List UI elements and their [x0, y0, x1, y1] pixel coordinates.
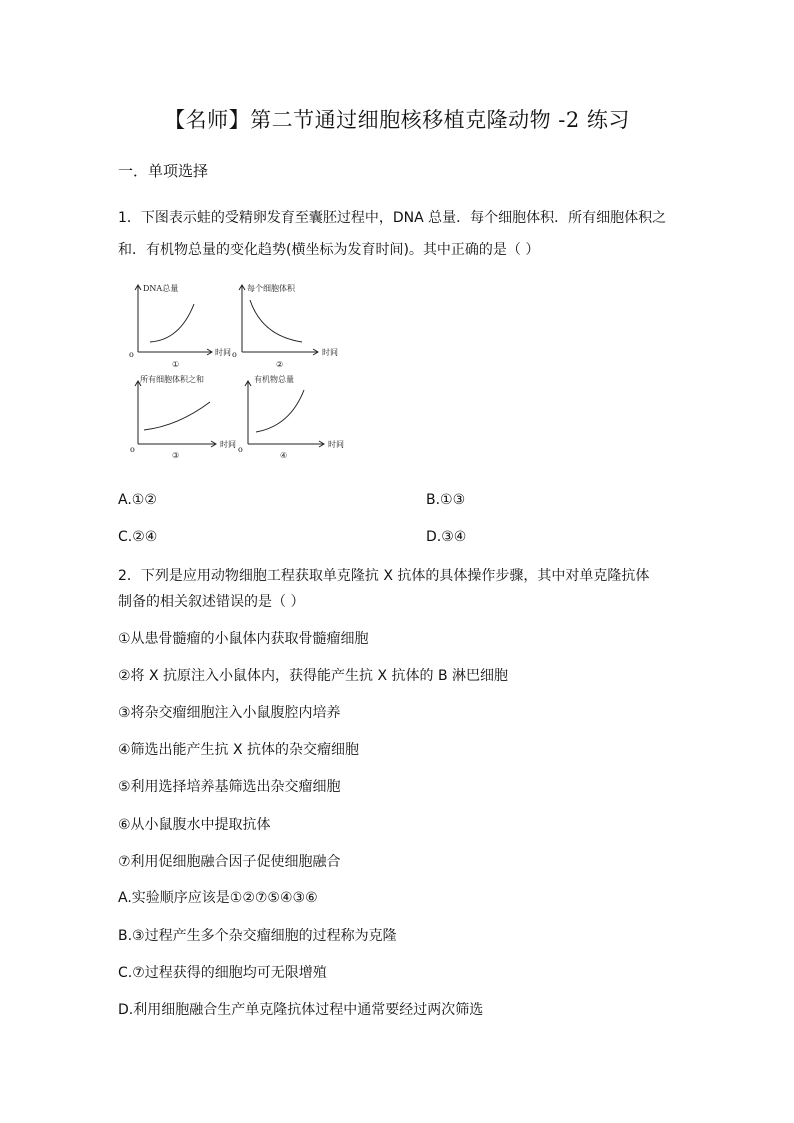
graph-2 [232, 283, 338, 369]
question-2-step-7: ⑦利用促细胞融合因子促使细胞融合 [118, 854, 341, 870]
question-2-option-d[interactable]: D.利用细胞融合生产单克隆抗体过程中通常要经过两次筛选 [118, 1002, 484, 1018]
graph-4-curve [256, 390, 304, 432]
question-1-option-a[interactable]: A.①② [118, 492, 157, 508]
question-2-line-1: 2．下列是应用动物细胞工程获取单克隆抗 X 抗体的具体操作步骤，其中对单克隆抗体 [118, 568, 650, 584]
graph-1-number: ① [172, 360, 180, 369]
graph-1-origin: o [129, 350, 134, 359]
graph-1-curve [150, 304, 194, 342]
graph-2-origin: o [232, 350, 237, 359]
graph-1-ylabel: DNA总量 [143, 284, 179, 293]
graph-3-ylabel: 所有细胞体积之和 [140, 375, 204, 384]
question-2-option-a[interactable]: A.实验顺序应该是①②⑦⑤④③⑥ [118, 890, 318, 906]
graph-3-origin: o [130, 445, 135, 454]
graph-3-number: ③ [172, 451, 180, 460]
question-2-option-c[interactable]: C.⑦过程获得的细胞均可无限增殖 [118, 965, 327, 981]
graph-1 [129, 283, 231, 369]
question-2-step-1: ①从患骨髓瘤的小鼠体内获取骨髓瘤细胞 [118, 631, 369, 647]
graph-3-xlabel: 时间 [220, 440, 236, 449]
graph-2-ylabel: 每个细胞体积 [247, 284, 295, 293]
graph-2-xlabel: 时间 [322, 348, 338, 357]
question-2-step-6: ⑥从小鼠腹水中提取抗体 [118, 817, 271, 833]
question-1-stem [118, 205, 678, 263]
question-1-line-2: 和．有机物总量的变化趋势(横坐标为发育时间)。其中正确的是（ ） [118, 242, 540, 258]
question-2-option-b[interactable]: B.③过程产生多个杂交瘤细胞的过程称为克隆 [118, 928, 397, 944]
question-1-option-c[interactable]: C.②④ [118, 529, 158, 545]
question-1-option-d[interactable]: D.③④ [426, 529, 467, 545]
question-1-graphs [120, 276, 360, 468]
graph-1-xlabel: 时间 [215, 348, 231, 357]
graph-3-curve [144, 402, 210, 430]
graph-2-curve [250, 300, 302, 342]
question-2-step-3: ③将杂交瘤细胞注入小鼠腹腔内培养 [118, 705, 341, 721]
graph-2-number: ② [276, 360, 284, 369]
question-1-line-1: 1．下图表示蛙的受精卵发育至囊胚过程中，DNA 总量．每个细胞体积．所有细胞体积之 [118, 210, 667, 226]
graph-4-origin: o [238, 445, 243, 454]
question-2-step-4: ④筛选出能产生抗 X 抗体的杂交瘤细胞 [118, 742, 360, 758]
question-1-option-b[interactable]: B.①③ [426, 492, 466, 508]
graph-4-xlabel: 时间 [328, 440, 344, 449]
question-2-stem [118, 563, 678, 615]
question-2-line-2: 制备的相关叙述错误的是（ ） [118, 594, 305, 610]
graph-4-ylabel: 有机物总量 [254, 375, 294, 384]
graph-4 [238, 374, 344, 460]
question-2-step-2: ②将 X 抗原注入小鼠体内，获得能产生抗 X 抗体的 B 淋巴细胞 [118, 668, 509, 684]
page-title: 【名师】第二节通过细胞核移植克隆动物 -2 练习 [164, 108, 630, 132]
graph-3 [130, 374, 236, 460]
question-2-step-5: ⑤利用选择培养基筛选出杂交瘤细胞 [118, 779, 341, 795]
graph-4-number: ④ [280, 451, 288, 460]
section-heading: 一．单项选择 [118, 162, 209, 180]
